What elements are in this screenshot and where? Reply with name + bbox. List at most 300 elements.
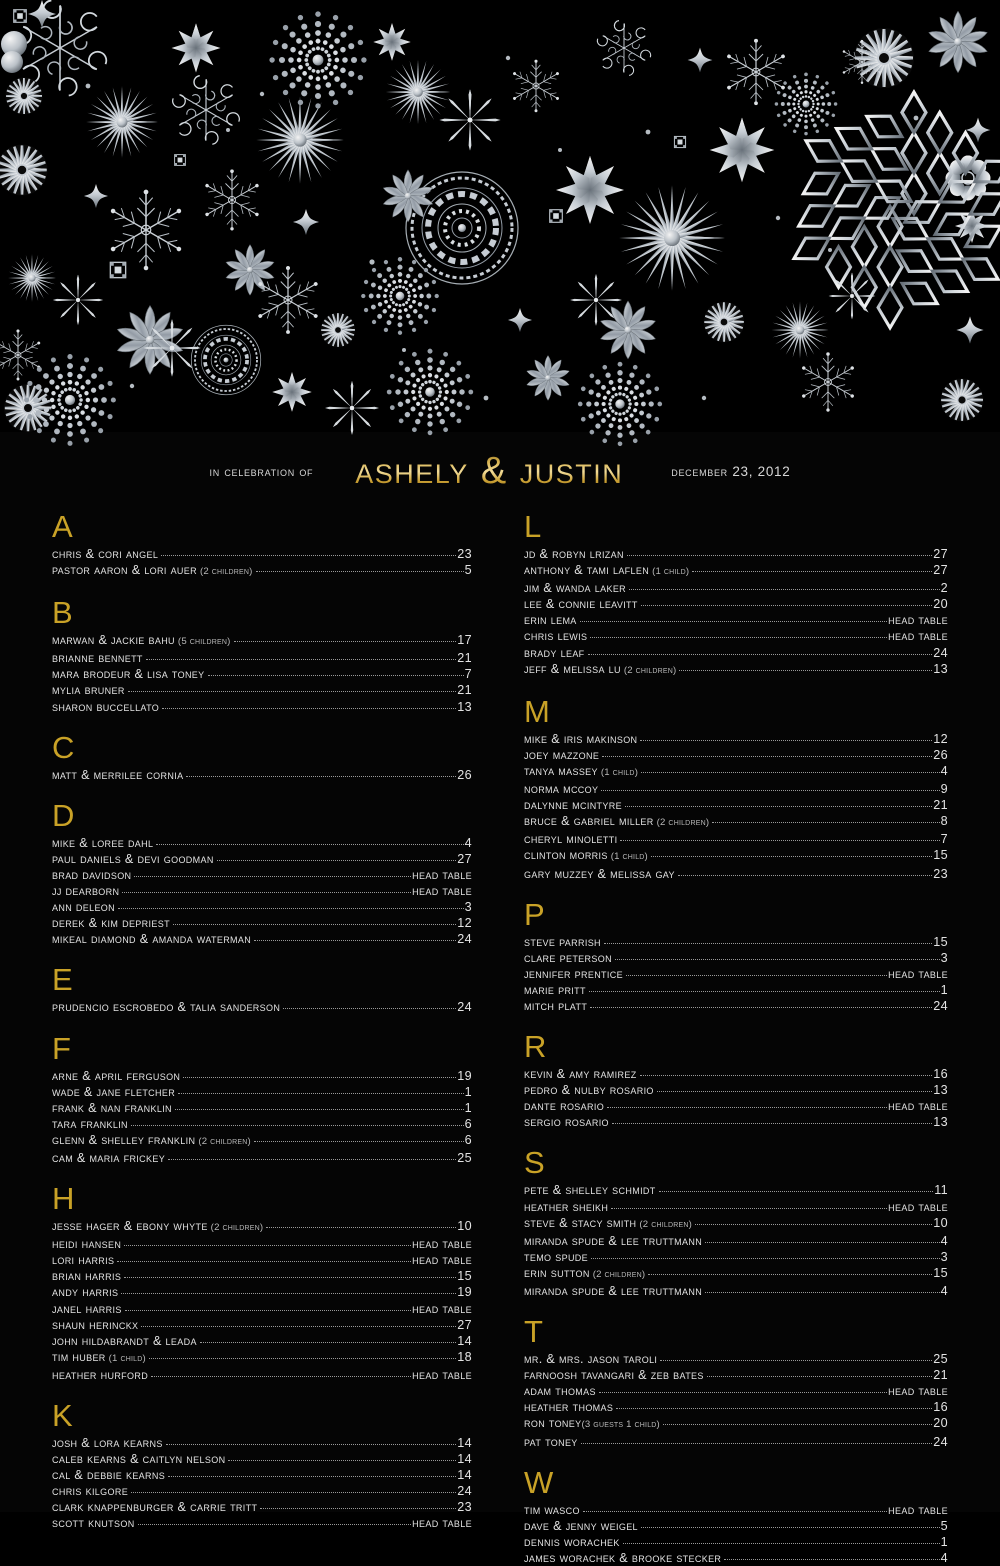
dot-leader (695, 1224, 932, 1225)
dot-leader (173, 924, 456, 925)
guest-entry (52, 632, 472, 650)
dot-leader (134, 876, 411, 877)
table-assignment: 5 (464, 563, 472, 578)
dot-leader (620, 840, 939, 841)
table-assignment: 13 (933, 1115, 948, 1130)
guest-name: pedro & nulby rosario (524, 1083, 654, 1098)
guest-name: lee & connie leavitt (524, 597, 638, 612)
dot-leader (156, 844, 463, 845)
table-assignment: 7 (940, 832, 948, 847)
section-letter: S (524, 1145, 546, 1181)
guest-name: mikeal diamond & amanda waterman (52, 932, 252, 947)
guest-name: tim wasco (524, 1502, 580, 1517)
guest-name: mike & loree dahl (52, 835, 154, 850)
dot-leader (692, 571, 932, 572)
guest-name: brian harris (52, 1269, 122, 1284)
guest-entry (524, 1367, 948, 1383)
guest-entry (524, 1550, 948, 1566)
table-assignment: 24 (933, 998, 948, 1013)
guest-entry (524, 1351, 948, 1367)
dot-leader (168, 1476, 456, 1477)
guest-name: chris lewis (524, 629, 588, 644)
guest-note: (3 guests 1 child) (581, 1419, 660, 1431)
guest-entry (524, 797, 948, 813)
guest-list-columns (0, 509, 1000, 1565)
dot-leader (599, 1392, 887, 1393)
dot-leader (640, 1075, 933, 1076)
letter-section (524, 510, 948, 679)
dot-leader (217, 860, 457, 861)
dot-leader (178, 1093, 464, 1094)
guest-name: mylia bruner (52, 683, 125, 698)
guest-entry (52, 867, 472, 883)
guest-entry (524, 1434, 948, 1450)
guest-name: tanya massey (524, 763, 598, 778)
guest-name: tara franklin (52, 1116, 128, 1131)
guest-entry (52, 1084, 472, 1100)
table-assignment: 1 (464, 1084, 472, 1099)
dot-leader (118, 908, 464, 909)
dot-leader (641, 772, 940, 773)
guest-name: dalynne mcintyre (524, 798, 622, 813)
table-assignment: 25 (933, 1352, 948, 1367)
section-letter: M (524, 693, 551, 729)
guest-note: (1 child) (610, 851, 648, 863)
guest-entry (52, 1301, 472, 1317)
dot-leader (648, 1274, 932, 1275)
dot-leader (712, 822, 939, 823)
table-assignment: head table (412, 1301, 472, 1316)
guest-name: tim huber (52, 1349, 106, 1364)
table-assignment: 19 (457, 1285, 472, 1300)
guest-name: janel harris (52, 1301, 122, 1316)
guest-entry (52, 666, 472, 682)
table-assignment: 13 (457, 699, 472, 714)
table-assignment: head table (412, 884, 472, 899)
table-assignment: 8 (940, 814, 948, 829)
dot-leader (705, 1242, 940, 1243)
letter-section (524, 695, 948, 882)
table-assignment: 15 (933, 848, 948, 863)
table-assignment: 14 (457, 1452, 472, 1467)
table-assignment: 21 (933, 798, 948, 813)
guest-name: mr. & mrs. jason taroli (524, 1352, 658, 1367)
guest-note: (2 children) (200, 566, 253, 578)
table-assignment: 23 (457, 1500, 472, 1515)
table-assignment: 12 (457, 916, 472, 931)
guest-entry (524, 661, 948, 679)
dot-leader (623, 1543, 940, 1544)
table-assignment: head table (412, 1516, 472, 1531)
guest-entry (52, 1218, 472, 1236)
guest-entry (52, 883, 472, 899)
guest-entry (524, 628, 948, 644)
dot-leader (705, 1292, 940, 1293)
table-assignment: 9 (940, 782, 948, 797)
dot-leader (657, 1091, 933, 1092)
dot-leader (678, 875, 932, 876)
dot-leader (200, 1342, 456, 1343)
guest-name: wade & jane fletcher (52, 1084, 176, 1099)
dot-leader (651, 856, 932, 857)
guest-name: brianne bennett (52, 651, 143, 666)
section-letter: R (524, 1029, 547, 1065)
dot-leader (256, 571, 464, 572)
table-assignment: 23 (933, 866, 948, 881)
guest-name: heather thomas (524, 1400, 614, 1415)
guest-name: heather sheikh (524, 1199, 609, 1214)
table-assignment: 1 (464, 1100, 472, 1115)
guest-name: chris & cori angel (52, 547, 159, 561)
guest-entry (52, 1268, 472, 1284)
guest-name: sergio rosario (524, 1115, 609, 1130)
guest-entry (52, 1100, 472, 1116)
guest-entry (52, 1349, 472, 1367)
table-assignment: 7 (464, 667, 472, 682)
section-letter: F (52, 1030, 72, 1066)
guest-entry (52, 546, 472, 562)
guest-entry (52, 1451, 472, 1467)
table-assignment: 15 (933, 934, 948, 949)
dot-leader (228, 1460, 456, 1461)
table-assignment: head table (888, 629, 948, 644)
guest-name: temo spude (524, 1249, 589, 1264)
dot-leader (138, 1524, 412, 1525)
guest-name: dante rosario (524, 1099, 605, 1114)
table-assignment: 21 (457, 651, 472, 666)
guest-entry (52, 915, 472, 931)
dot-leader (141, 1326, 456, 1327)
table-assignment: 16 (933, 1067, 948, 1082)
guest-entry (524, 1066, 948, 1082)
table-assignment: 14 (457, 1333, 472, 1348)
dot-leader (234, 641, 457, 642)
table-assignment: head table (888, 1384, 948, 1399)
table-assignment: 4 (940, 1550, 948, 1565)
dot-leader (161, 555, 456, 556)
guest-note: (2 children) (656, 817, 710, 829)
table-assignment: 6 (464, 1116, 472, 1131)
dot-leader (131, 1492, 456, 1493)
table-assignment: 13 (933, 1083, 948, 1098)
table-assignment: 6 (464, 1132, 472, 1147)
guest-entry (52, 1499, 472, 1515)
table-assignment: 14 (457, 1468, 472, 1483)
guest-name: cam & maria frickey (52, 1150, 166, 1165)
title-bar (0, 432, 1000, 510)
dot-leader (625, 806, 932, 807)
guest-entry (524, 1518, 948, 1534)
guest-entry (524, 731, 948, 747)
guest-entry (52, 562, 472, 580)
section-letter: H (52, 1181, 75, 1217)
table-assignment: 12 (933, 731, 948, 746)
guest-name: brady leaf (524, 645, 585, 660)
letter-section (524, 1315, 948, 1450)
guest-entry (524, 562, 948, 580)
celebration-prefix: in celebration of (209, 463, 314, 479)
guest-note: (2 children) (210, 1222, 264, 1234)
dot-leader (659, 1191, 934, 1192)
guest-entry (524, 1082, 948, 1098)
guest-note: (2 children) (639, 1218, 692, 1230)
table-assignment: head table (888, 1099, 948, 1114)
dot-leader (588, 654, 933, 655)
guest-name: jd & robyn lrizan (524, 547, 624, 561)
guest-entry (52, 650, 472, 666)
guest-name: paul daniels & devi goodman (52, 851, 214, 866)
guest-name: jim & wanda laker (524, 581, 627, 596)
guest-note: (1 child) (108, 1352, 146, 1364)
table-assignment: 26 (933, 747, 948, 762)
guest-name: erin lema (524, 613, 577, 628)
guest-name: pat toney (524, 1434, 578, 1449)
dot-leader (590, 637, 887, 638)
letter-section (52, 731, 472, 783)
guest-entry (524, 781, 948, 797)
dot-leader (260, 1508, 456, 1509)
dot-leader (162, 708, 456, 709)
guest-entry (524, 831, 948, 847)
guest-entry (52, 1333, 472, 1349)
dot-leader (627, 555, 932, 556)
guest-column-left (0, 509, 500, 1531)
guest-name: dennis worachek (524, 1534, 620, 1549)
guest-entry (52, 1483, 472, 1499)
guest-name: jennifer prentice (524, 966, 623, 981)
guest-entry (524, 1098, 948, 1114)
guest-entry (52, 1150, 472, 1166)
guest-name: clinton morris (524, 848, 608, 863)
section-letter: P (524, 896, 546, 932)
table-assignment: head table (888, 613, 948, 628)
guest-entry (524, 1415, 948, 1433)
guest-name: miranda spude & lee truttmann (524, 1233, 703, 1248)
table-assignment: 25 (457, 1150, 472, 1165)
guest-entry (524, 763, 948, 781)
table-assignment: 21 (457, 683, 472, 698)
dot-leader (612, 1123, 932, 1124)
table-assignment: head table (412, 1237, 472, 1252)
letter-section (52, 510, 472, 580)
dot-leader (283, 1008, 456, 1009)
guest-entry (524, 998, 948, 1014)
guest-name: shaun herinckx (52, 1317, 139, 1332)
snowflake-artwork-banner (0, 0, 1000, 432)
guest-name: frank & nan franklin (52, 1100, 172, 1115)
dot-leader (641, 1527, 940, 1528)
guest-name: clark knappenburger & carrie tritt (52, 1500, 258, 1515)
guest-name: prudencio escrobedo & talia sanderson (52, 1000, 281, 1015)
section-letter: K (52, 1398, 74, 1433)
guest-name: ron toney (524, 1416, 582, 1431)
table-assignment: 24 (933, 1434, 948, 1449)
guest-name: mitch platt (524, 998, 588, 1013)
guest-name: bruce & gabriel miller (524, 814, 654, 829)
guest-entry (524, 1215, 948, 1233)
guest-entry (524, 612, 948, 628)
section-letter: A (52, 509, 74, 544)
section-letter: T (524, 1314, 544, 1350)
guest-entry (524, 546, 948, 562)
guest-entry (52, 1068, 472, 1084)
dot-leader (616, 1408, 932, 1409)
guest-name: chris kilgore (52, 1484, 129, 1499)
table-assignment: 17 (457, 633, 472, 648)
table-assignment: 14 (457, 1436, 472, 1450)
dot-leader (183, 1077, 456, 1078)
guest-entry (524, 866, 948, 882)
table-assignment: 27 (933, 547, 948, 561)
guest-entry (52, 1515, 472, 1531)
guest-entry (52, 835, 472, 851)
table-assignment: 1 (940, 1534, 948, 1549)
guest-name: james worachek & brooke stecker (524, 1550, 722, 1565)
guest-entry (52, 1236, 472, 1252)
dot-leader (626, 975, 887, 976)
table-assignment: 4 (464, 835, 472, 850)
guest-entry (524, 1249, 948, 1265)
guest-name: caleb kearns & caitlyn nelson (52, 1452, 226, 1467)
letter-section (52, 1399, 472, 1532)
guest-note: (2 children) (198, 1135, 251, 1147)
table-assignment: 4 (940, 1284, 948, 1298)
dot-leader (640, 740, 932, 741)
letter-section (524, 1146, 948, 1299)
guest-entry (52, 699, 472, 715)
table-assignment: 24 (457, 932, 472, 947)
guest-name: steve parrish (524, 934, 601, 949)
table-assignment: 18 (457, 1349, 472, 1364)
dot-leader (151, 1376, 411, 1377)
table-assignment: 10 (933, 1215, 948, 1230)
guest-entry (52, 1132, 472, 1150)
guest-entry (524, 580, 948, 596)
table-assignment: head table (412, 1253, 472, 1268)
dot-leader (254, 940, 456, 941)
guest-name: gary muzzey & melissa gay (524, 866, 675, 881)
table-assignment: 23 (457, 547, 472, 561)
letter-section (52, 1182, 472, 1383)
guest-entry (52, 1367, 472, 1383)
guest-name: mike & iris makinson (524, 731, 638, 746)
dot-leader (602, 756, 932, 757)
dot-leader (128, 691, 457, 692)
guest-entry (52, 931, 472, 947)
table-assignment: head table (888, 966, 948, 981)
section-letter: C (52, 729, 75, 765)
guest-name: clare peterson (524, 950, 612, 965)
letter-section (524, 1466, 948, 1566)
guest-entry (524, 847, 948, 865)
guest-entry (524, 1182, 948, 1198)
dot-leader (121, 1293, 456, 1294)
dot-leader (591, 1258, 940, 1259)
guest-entry (524, 1233, 948, 1249)
guest-name: ann deleon (52, 900, 116, 915)
table-assignment: 27 (457, 851, 472, 866)
guest-name: lori harris (52, 1253, 115, 1268)
guest-name: matt & merrilee cornia (52, 767, 184, 782)
guest-name: john hildabrandt & leada (52, 1333, 197, 1348)
table-assignment: 20 (933, 597, 948, 612)
dot-leader (663, 1424, 932, 1425)
table-assignment: 1 (940, 982, 948, 997)
table-assignment: 15 (457, 1269, 472, 1284)
guest-entry (524, 966, 948, 982)
dot-leader (208, 675, 464, 676)
table-assignment: 24 (457, 1000, 472, 1015)
dot-leader (601, 790, 939, 791)
table-assignment: 5 (940, 1518, 948, 1533)
dot-leader (590, 1007, 932, 1008)
table-assignment: 20 (933, 1416, 948, 1431)
dot-leader (149, 1358, 456, 1359)
guest-entry (52, 1435, 472, 1451)
dot-leader (611, 1208, 887, 1209)
couple-names: ashely & justin (355, 449, 624, 492)
guest-name: cheryl minoletti (524, 832, 618, 847)
dot-leader (125, 1310, 411, 1311)
guest-entry (524, 645, 948, 661)
section-letter: W (524, 1464, 554, 1500)
letter-section (52, 963, 472, 1015)
guest-name: pete & shelley schmidt (524, 1183, 656, 1198)
letter-section (52, 596, 472, 714)
table-assignment: 10 (457, 1219, 472, 1234)
guest-name: jesse hager & ebony whyte (52, 1219, 208, 1234)
guest-name: jeff & melissa lu (524, 661, 621, 676)
guest-name: marie pritt (524, 982, 586, 997)
guest-name: arne & april ferguson (52, 1068, 181, 1083)
guest-entry (52, 1284, 472, 1300)
dot-leader (254, 1141, 464, 1142)
guest-note: (2 children) (623, 664, 677, 676)
table-assignment: 2 (940, 581, 948, 596)
dot-leader (166, 1444, 457, 1445)
guest-entry (524, 1502, 948, 1518)
table-assignment: 27 (457, 1317, 472, 1332)
dot-leader (146, 659, 457, 660)
guest-name: josh & lora kearns (52, 1436, 163, 1450)
guest-name: anthony & tami laflen (524, 563, 650, 578)
guest-name: adam thomas (524, 1384, 596, 1399)
dot-leader (604, 943, 932, 944)
guest-name: miranda spude & lee truttmann (524, 1284, 703, 1298)
guest-name: derek & kim depriest (52, 916, 170, 931)
dot-leader (724, 1559, 939, 1560)
guest-entry (52, 1467, 472, 1483)
guest-note: (1 child) (600, 766, 639, 778)
dot-leader (124, 1245, 411, 1246)
guest-name: heather hurford (52, 1367, 149, 1382)
guest-name: cal & debbie kearns (52, 1468, 166, 1483)
dot-leader (168, 1159, 456, 1160)
guest-note: (2 children) (592, 1268, 646, 1280)
guest-note: (1 child) (652, 566, 690, 578)
guest-name: norma mccoy (524, 782, 599, 797)
guest-note: (5 children) (177, 636, 231, 648)
table-assignment: 15 (933, 1265, 948, 1280)
guest-entry (52, 767, 472, 783)
guest-name: pastor aaron & lori auer (52, 563, 197, 578)
table-assignment: 3 (940, 1249, 948, 1264)
guest-entry (52, 682, 472, 698)
table-assignment: 11 (934, 1183, 948, 1198)
dot-leader (117, 1261, 411, 1262)
guest-name: joey mazzone (524, 747, 600, 762)
dot-leader (122, 892, 411, 893)
